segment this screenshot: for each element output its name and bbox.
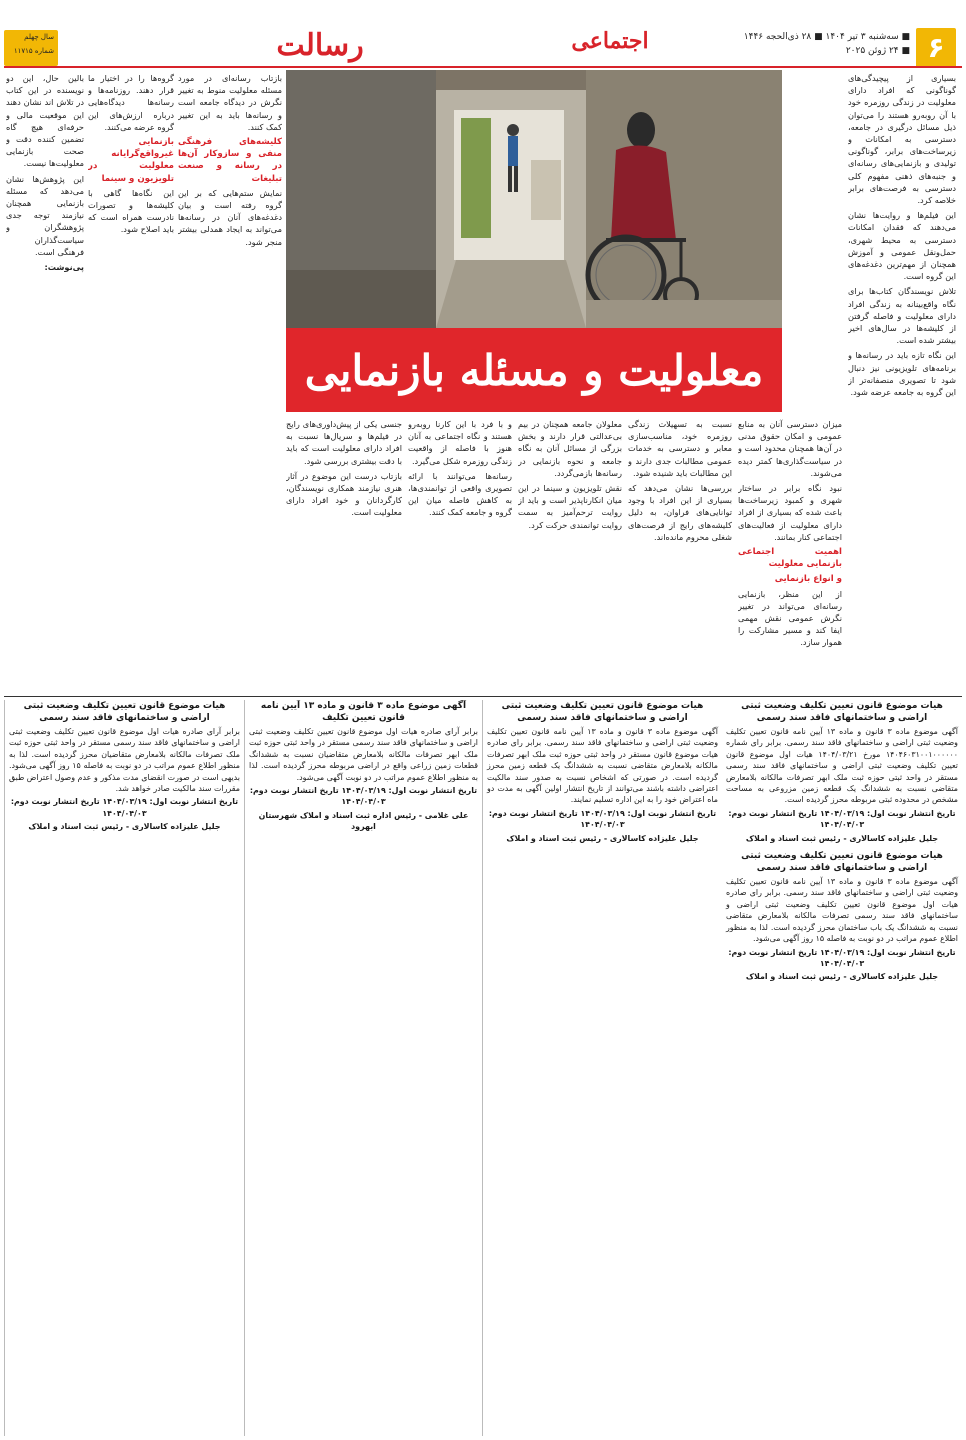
paragraph: از این منظر، بازنمایی رسانه‌ای می‌تواند در تغییر نگرش عمومی نقش مهمی ایفا کند و مسیر مشارکت را هموار سازد. [738, 588, 842, 648]
ads-column-1 [722, 700, 962, 1436]
paragraph: این پژوهش‌ها نشان می‌دهد که مسئله بازنمایی همچنان نیازمند توجه جدی پژوهشگران و سیاست‌گذاران فرهنگی است. [6, 173, 84, 257]
legal-notice [726, 850, 958, 983]
notice-signature: جلیل علیزاده کاسالاری - رئیس ثبت اسناد و املاک [745, 972, 939, 982]
paragraph: بالین حال، این دو نویسنده در این کتاب در تلاش اند نشان دهند این موقعیت مالی و حرفه‌ای هیچ گاه تضمین کننده دقت و صحت بازنمایی معلولیت‌ها نیست. [6, 73, 84, 169]
notice-dates: تاریخ انتشار نوبت اول: ۱۴۰۴/۰۳/۱۹ تاریخ انتشار نوبت دوم: ۱۴۰۴/۰۴/۰۳ [10, 797, 239, 818]
paragraph: بررسی‌ها نشان می‌دهد که بسیاری از این افراد با وجود توانایی‌های فراوان، به دلیل کلیشه‌های رایج از فرصت‌های شغلی محروم مانده‌اند. [628, 483, 732, 542]
paragraph: این فیلم‌ها و روایت‌ها نشان می‌دهند که فقدان امکانات دسترسی به محیط شهری، حمل‌ونقل عمومی و آموزش همچنان از مهم‌ترین دغدغه‌های این گروه است. [848, 210, 956, 282]
article-column-4 [518, 418, 622, 692]
subheading: اهمیت اجتماعی بازنمایی معلولیت [738, 547, 842, 570]
notice-body: آگهی موضوع ماده ۳ قانون و ماده ۱۳ آیین نامه قانون تعیین تکلیف وضعیت ثبتی اراضی و ساختمانهای فاقد سند رسمی. برابر رای شماره ۱۴۰۴۶۰۳۱۰۰۱۰۰۰۰۰۰ مورخ ۱۴۰۴/۰۳/۲۱ هیات اول موضوع قانون تعیین تکلیف وضعیت ثبتی اراضی و ساختمانهای فاقد سند رسمی مستقر در واحد ثبتی حوزه ثبت ملک ابهر تصرفات مالکانه بلامعارض متقاضی نسبت به ششدانگ یک قطعه زمین مزروعی به مساحت مشخص در محدوده ثبتی مربوطه محرز گردیده است. [726, 727, 958, 805]
paragraph: بسیاری از پیچیدگی‌های گوناگونی که افراد دارای معلولیت در زندگی روزمره خود با آن روبه‌رو هستند را می‌توان ذیل مسائل درگیری در جامعه، دسترسی به امکانات و زیرساخت‌های برابر، گوناگونی تولیدی و بازنمایی‌های رسانه‌ای و جنبه‌های ذهنی مفهوم کلی دسترسی به فرصت‌های برابر خلاصه کرد. [848, 73, 956, 206]
notice-body: آگهی موضوع ماده ۳ قانون و ماده ۱۳ آیین نامه قانون تعیین تکلیف وضعیت ثبتی اراضی و ساختمانهای فاقد سند رسمی. برابر رای صادره هیات اول موضوع قانون تعیین تکلیف وضعیت ثبتی اراضی و ساختمانهای فاقد سند رسمی تصرفات مالکانه بلامعارض متقاضی نسبت به ششدانگ یک باب ساختمان محرز گردیده است. لذا به منظور اطلاع عموم مراتب در دو نوبت به فاصله ۱۵ روز آگهی می‌شود. [726, 877, 958, 944]
issue-info-box [4, 30, 58, 66]
year-label: سال چهلم [24, 33, 54, 41]
paragraph: گروه‌ها را در اختیار ما قرار دهند. روزنامه‌ها و رسانه‌ها دیدگاه‌هایی درباره ارزش‌های این گروه عرضه می‌کنند. [88, 73, 174, 132]
paragraph: این نگاه تازه باید در رسانه‌ها و برنامه‌های تلویزیونی نیز دنبال شود تا تصویری منصفانه‌تر از این گروه به جامعه عرضه شود. [848, 350, 956, 398]
article-column-7 [178, 72, 282, 692]
headline-banner [286, 328, 782, 412]
ads-column-4 [4, 700, 244, 1436]
ads-column-2 [482, 700, 722, 1436]
paragraph: و با فرد با این کارنا روبه‌رو هستند و نگاه اجتماعی به آنان هنوز با فاصله از واقعیت زندگی روزمره شکل می‌گیرد. [408, 419, 512, 466]
notice-dates: تاریخ انتشار نوبت اول: ۱۴۰۴/۰۳/۱۹ تاریخ انتشار نوبت دوم: ۱۴۰۴/۰۴/۰۳ [488, 808, 717, 830]
legal-notice [487, 700, 718, 844]
notice-dates: تاریخ انتشار نوبت اول: ۱۴۰۴/۰۳/۱۹ تاریخ انتشار نوبت دوم: ۱۴۰۴/۰۴/۰۳ [249, 786, 478, 807]
notice-title: هیات موضوع قانون تعیین تکلیف وضعیت ثبتی اراضی و ساختمانهای فاقد سند رسمی [23, 701, 226, 723]
article-column-6 [286, 418, 402, 692]
subheading: بازنمایی غیرواقع‌گرایانه معلولیت در تلویزیون و سینما [88, 137, 174, 184]
ads-divider [4, 696, 962, 697]
notice-title: هیات موضوع قانون تعیین تکلیف وضعیت ثبتی اراضی و ساختمانهای فاقد سند رسمی [741, 851, 943, 874]
paragraph: نسبت به تسهیلات زندگی روزمره خود، مناسب‌سازی معابر و دسترسی به خدمات عمومی مطالبات جدی دارند و این مطالبات باید شنیده شود. [628, 419, 732, 478]
notice-title: آگهی موضوع ماده ۳ قانون و ماده ۱۳ آیین نامه قانون تعیین تکلیف [260, 701, 467, 723]
paragraph: نقش تلویزیون و سینما در این میان انکارناپذیر است و باید از روایت ترحم‌آمیز به سمت روایت توانمندی حرکت کرد. [518, 483, 622, 530]
wheelchair-photo [286, 70, 782, 328]
subheading: و انواع بازنمایی [774, 574, 842, 585]
headline: معلولیت و مسئله بازنمایی [304, 345, 764, 395]
notice-dates: تاریخ انتشار نوبت اول: ۱۴۰۴/۰۳/۱۹ تاریخ انتشار نوبت دوم: ۱۴۰۴/۰۴/۰۳ [728, 808, 956, 830]
dateline: ■ سه‌شنبه ۳ تیر ۱۴۰۴ ■ ۲۸ ذی‌الحجه ۱۴۴۶ ■ ۲۴ ژوئن ۲۰۲۵ [743, 32, 910, 56]
legal-notices-section [4, 700, 962, 1436]
paragraph: بازتاب رسانه‌ای در مورد مسئله معلولیت منوط به تغییر نگرش در دیدگاه جامعه است و رسانه‌ها باید به این تغییر کمک کنند. [178, 73, 282, 132]
paragraph: تلاش نویسندگان کتاب‌ها برای نگاه واقع‌بینانه به زندگی افراد دارای معلولیت و فاصله گرفتن از کلیشه‌ها در سال‌های اخیر بیشتر شده است. [848, 286, 956, 346]
photo-illustration [286, 70, 782, 328]
notice-signature: جلیل علیزاده کاسالاری - رئیس ثبت اسناد و املاک [506, 833, 699, 843]
paragraph: این نگاه‌ها گاهی با کلیشه‌ها و تصورات نادرست همراه است که باید اصلاح شود. [88, 187, 174, 235]
article-column-2 [738, 418, 842, 692]
article-column-5 [408, 418, 512, 692]
footnote-label: پی‌نوشت: [44, 262, 84, 273]
notice-title: هیات موضوع قانون تعیین تکلیف وضعیت ثبتی اراضی و ساختمانهای فاقد سند رسمی [741, 701, 943, 723]
paragraph: نمایش ستم‌هایی که بر این گروه رفته است و بیان دغدغه‌های آنان در رسانه‌ها می‌تواند به ایجاد همدلی بیشتر منجر شود. [178, 187, 282, 247]
section-title: اجتماعی [571, 28, 649, 54]
subheading: کلیشه‌های فرهنگی منفی و سازوکار آن‌ها در رسانه و صنعت تبلیغات [178, 137, 282, 184]
page-header [0, 0, 966, 68]
paragraph: جنسی یکی از پیش‌داوری‌های رایج در فیلم‌ها و سریال‌ها نسبت به افراد دارای معلولیت است که باید با دقت بیشتری بررسی شود. [286, 419, 402, 466]
notice-body: برابر آرای صادره هیات اول موضوع قانون تعیین تکلیف وضعیت ثبتی اراضی و ساختمانهای فاقد سند رسمی مستقر در واحد ثبتی حوزه ثبت ملک ابهر تصرفات مالکانه بلامعارض متقاضیان نسبت به ششدانگ قطعات زمین زراعی واقع در اراضی مربوطه محرز گردیده است. لذا به منظور اطلاع عموم مراتب در دو نوبت آگهی می‌شود. [249, 727, 478, 782]
ads-column-3 [244, 700, 482, 1436]
notice-signature: جلیل علیزاده کاسالاری - رئیس ثبت اسناد و املاک [28, 822, 221, 832]
paragraph: میزان دسترسی آنان به منابع عمومی و امکان حقوق مدنی در آن‌ها همچنان محدود است و در سیاست‌گذاری‌ها کمتر دیده می‌شوند. [738, 419, 842, 478]
legal-notice [726, 700, 958, 844]
article-column-3 [628, 418, 732, 692]
legal-notice [249, 700, 478, 833]
notice-title: هیات موضوع قانون تعیین تکلیف وضعیت ثبتی اراضی و ساختمانهای فاقد سند رسمی [501, 701, 704, 723]
article-column-8 [88, 72, 174, 692]
paragraph: معلولان جامعه همچنان در بیم بی‌عدالتی قرار دارند و بخش بزرگی از مسائل آنان به نگاه جامعه و نحوه بازنمایی در رسانه‌ها بازمی‌گردد. [518, 419, 622, 478]
notice-signature: جلیل علیزاده کاسالاری - رئیس ثبت اسناد و املاک [745, 833, 939, 843]
notice-body: برابر آرای صادره هیات اول موضوع قانون تعیین تکلیف وضعیت ثبتی اراضی و ساختمانهای فاقد سند رسمی مستقر در واحد ثبتی حوزه ثبت ملک تصرفات مالکانه بلامعارض متقاضیان محرز گردیده است. لذا به منظور اطلاع عموم مراتب در دو نوبت به فاصله ۱۵ روز آگهی می‌شود. بدیهی است در صورت انقضای مدت مذکور و عدم وصول اعتراض طبق مقررات سند مالکیت صادر خواهد شد. [9, 727, 241, 794]
article-column-9 [6, 72, 84, 692]
paragraph: رسانه‌ها می‌توانند با ارائه تصویری واقعی از توانمندی‌ها، به کاهش فاصله میان این گروه و جامعه کمک کنند. [408, 470, 512, 518]
header-rule [4, 66, 962, 68]
legal-notice [9, 700, 240, 833]
notice-signature: علی غلامی - رئیس اداره ثبت اسناد و املاک شهرستان ابهرود [258, 810, 469, 832]
paper-logo: رسالت [276, 28, 364, 63]
notice-dates: تاریخ انتشار نوبت اول: ۱۴۰۴/۰۳/۱۹ تاریخ انتشار نوبت دوم: ۱۴۰۴/۰۴/۰۳ [728, 947, 956, 968]
page-number: ۶ [916, 28, 956, 68]
article-column-1 [848, 72, 956, 692]
issue-label: شماره ۱۱۷۱۵ [13, 47, 54, 55]
paragraph: نبود نگاه برابر در ساختار شهری و کمبود زیرساخت‌ها باعث شده که بسیاری از افراد دارای معلولیت از فعالیت‌های اجتماعی کنار بمانند. [738, 483, 842, 542]
notice-body: آگهی موضوع ماده ۳ قانون و ماده ۱۳ آیین نامه قانون تعیین تکلیف وضعیت ثبتی اراضی و ساختمانهای فاقد سند رسمی. برابر رای صادره هیات موضوع قانون مستقر در واحد ثبتی حوزه ثبت ملک ابهر تصرفات مالکانه بلامعارض متقاضی نسبت به ششدانگ یک قطعه زمین محرز گردیده است. در صورتی که اشخاص نسبت به صدور سند مالکیت اعتراضی داشته باشند می‌توانند از تاریخ انتشار اولین آگهی به مدت دو ماه اعتراض خود را به این اداره تسلیم نمایند. [487, 727, 718, 805]
paragraph: بازتاب درست این موضوع در آثار هنری نیازمند همکاری نویسندگان، کارگردانان و خود افراد دارای معلولیت است. [286, 470, 402, 518]
